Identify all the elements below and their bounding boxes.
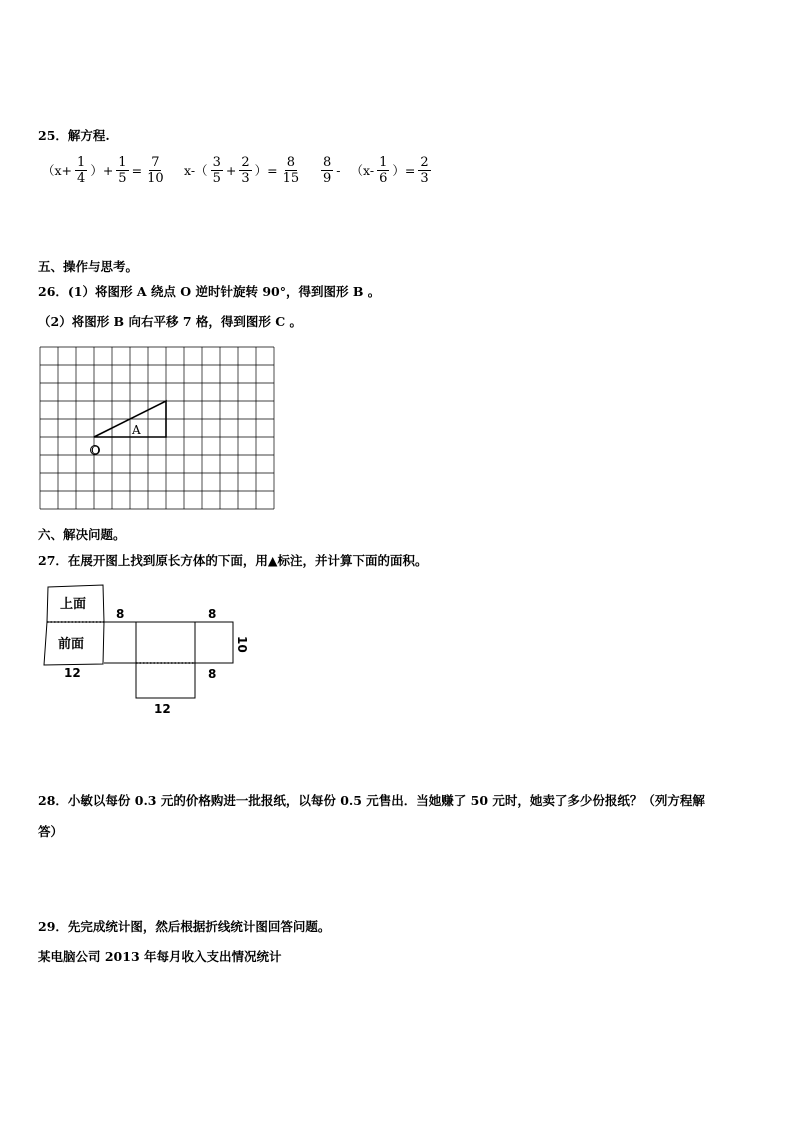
eq3-fraction-2: $\frac{1}{6}$ (379, 154, 388, 186)
eq1-fraction-1: $\frac{1}{4}$ (77, 154, 86, 186)
shape-a-label: A (132, 423, 141, 437)
section-6-heading: 六、解决问题。 (38, 527, 126, 542)
net-front-label: 前面 (58, 637, 85, 652)
dim-12-left: 12 (64, 666, 81, 680)
dim-12-bottom: 12 (154, 702, 171, 716)
dim-10: 10 (235, 636, 249, 653)
eq2-fraction-2: $\frac{2}{3}$ (241, 154, 250, 186)
eq1-fraction-3: $\frac{7}{10}$ (147, 154, 164, 186)
eq1-open: （x+ (42, 163, 73, 178)
dim-8-bottom: 8 (208, 667, 217, 681)
net-top-label: 上面 (60, 597, 87, 612)
q29-text: 29．先完成统计图，然后根据折线统计图回答问题。 (38, 919, 331, 934)
q26-grid-figure (40, 347, 276, 512)
eq3-close: ）= (392, 163, 416, 178)
q25-equation-1 (40, 150, 167, 190)
q27-text: 27．在展开图上找到原长方体的下面，用▲标注，并计算下面的面积。 (38, 553, 428, 568)
eq1-equals: = (131, 162, 143, 178)
eq2-fraction-1: $\frac{3}{5}$ (212, 154, 221, 186)
dim-8-top-left: 8 (116, 607, 125, 621)
eq2-open: x-（ (184, 163, 208, 178)
net-bottom-face (136, 663, 195, 698)
grid-lines (40, 347, 274, 509)
q26-line-1: 26．(1）将图形 A 绕点 O 逆时针旋转 90°，得到图形 B 。 (38, 284, 381, 299)
eq3-open: （x- (350, 163, 375, 178)
q27-net-figure (40, 582, 260, 722)
q25-equation-3 (320, 150, 432, 190)
dim-8-top-right: 8 (208, 607, 217, 621)
eq3-fraction-1: $\frac{8}{9}$ (323, 154, 332, 186)
q29-subtitle: 某电脑公司 2013 年每月收入支出情况统计 (38, 949, 282, 964)
q25-equation-2 (182, 150, 302, 190)
net-side-strip (104, 622, 233, 663)
q25-title: 25．解方程. (38, 128, 110, 143)
q26-line-2: （2）将图形 B 向右平移 7 格，得到图形 C 。 (38, 314, 303, 329)
section-5-heading: 五、操作与思考。 (38, 259, 139, 274)
eq2-plus: + (225, 162, 237, 178)
q28-line-1: 28．小敏以每份 0.3 元的价格购进一批报纸，以每份 0.5 元售出．当她赚了 50 元时，她卖了多少份报纸？（列方程解 (38, 793, 705, 808)
eq3-minus: - (336, 162, 341, 178)
eq1-fraction-2: $\frac{1}{5}$ (118, 154, 127, 186)
q28-line-2: 答） (38, 824, 64, 839)
point-o-label: O (91, 444, 101, 457)
eq2-fraction-3: $\frac{8}{15}$ (282, 154, 300, 186)
eq2-close: ）= (254, 163, 278, 178)
eq3-fraction-3: $\frac{2}{3}$ (420, 154, 429, 186)
eq1-mid: ）+ (90, 163, 114, 178)
